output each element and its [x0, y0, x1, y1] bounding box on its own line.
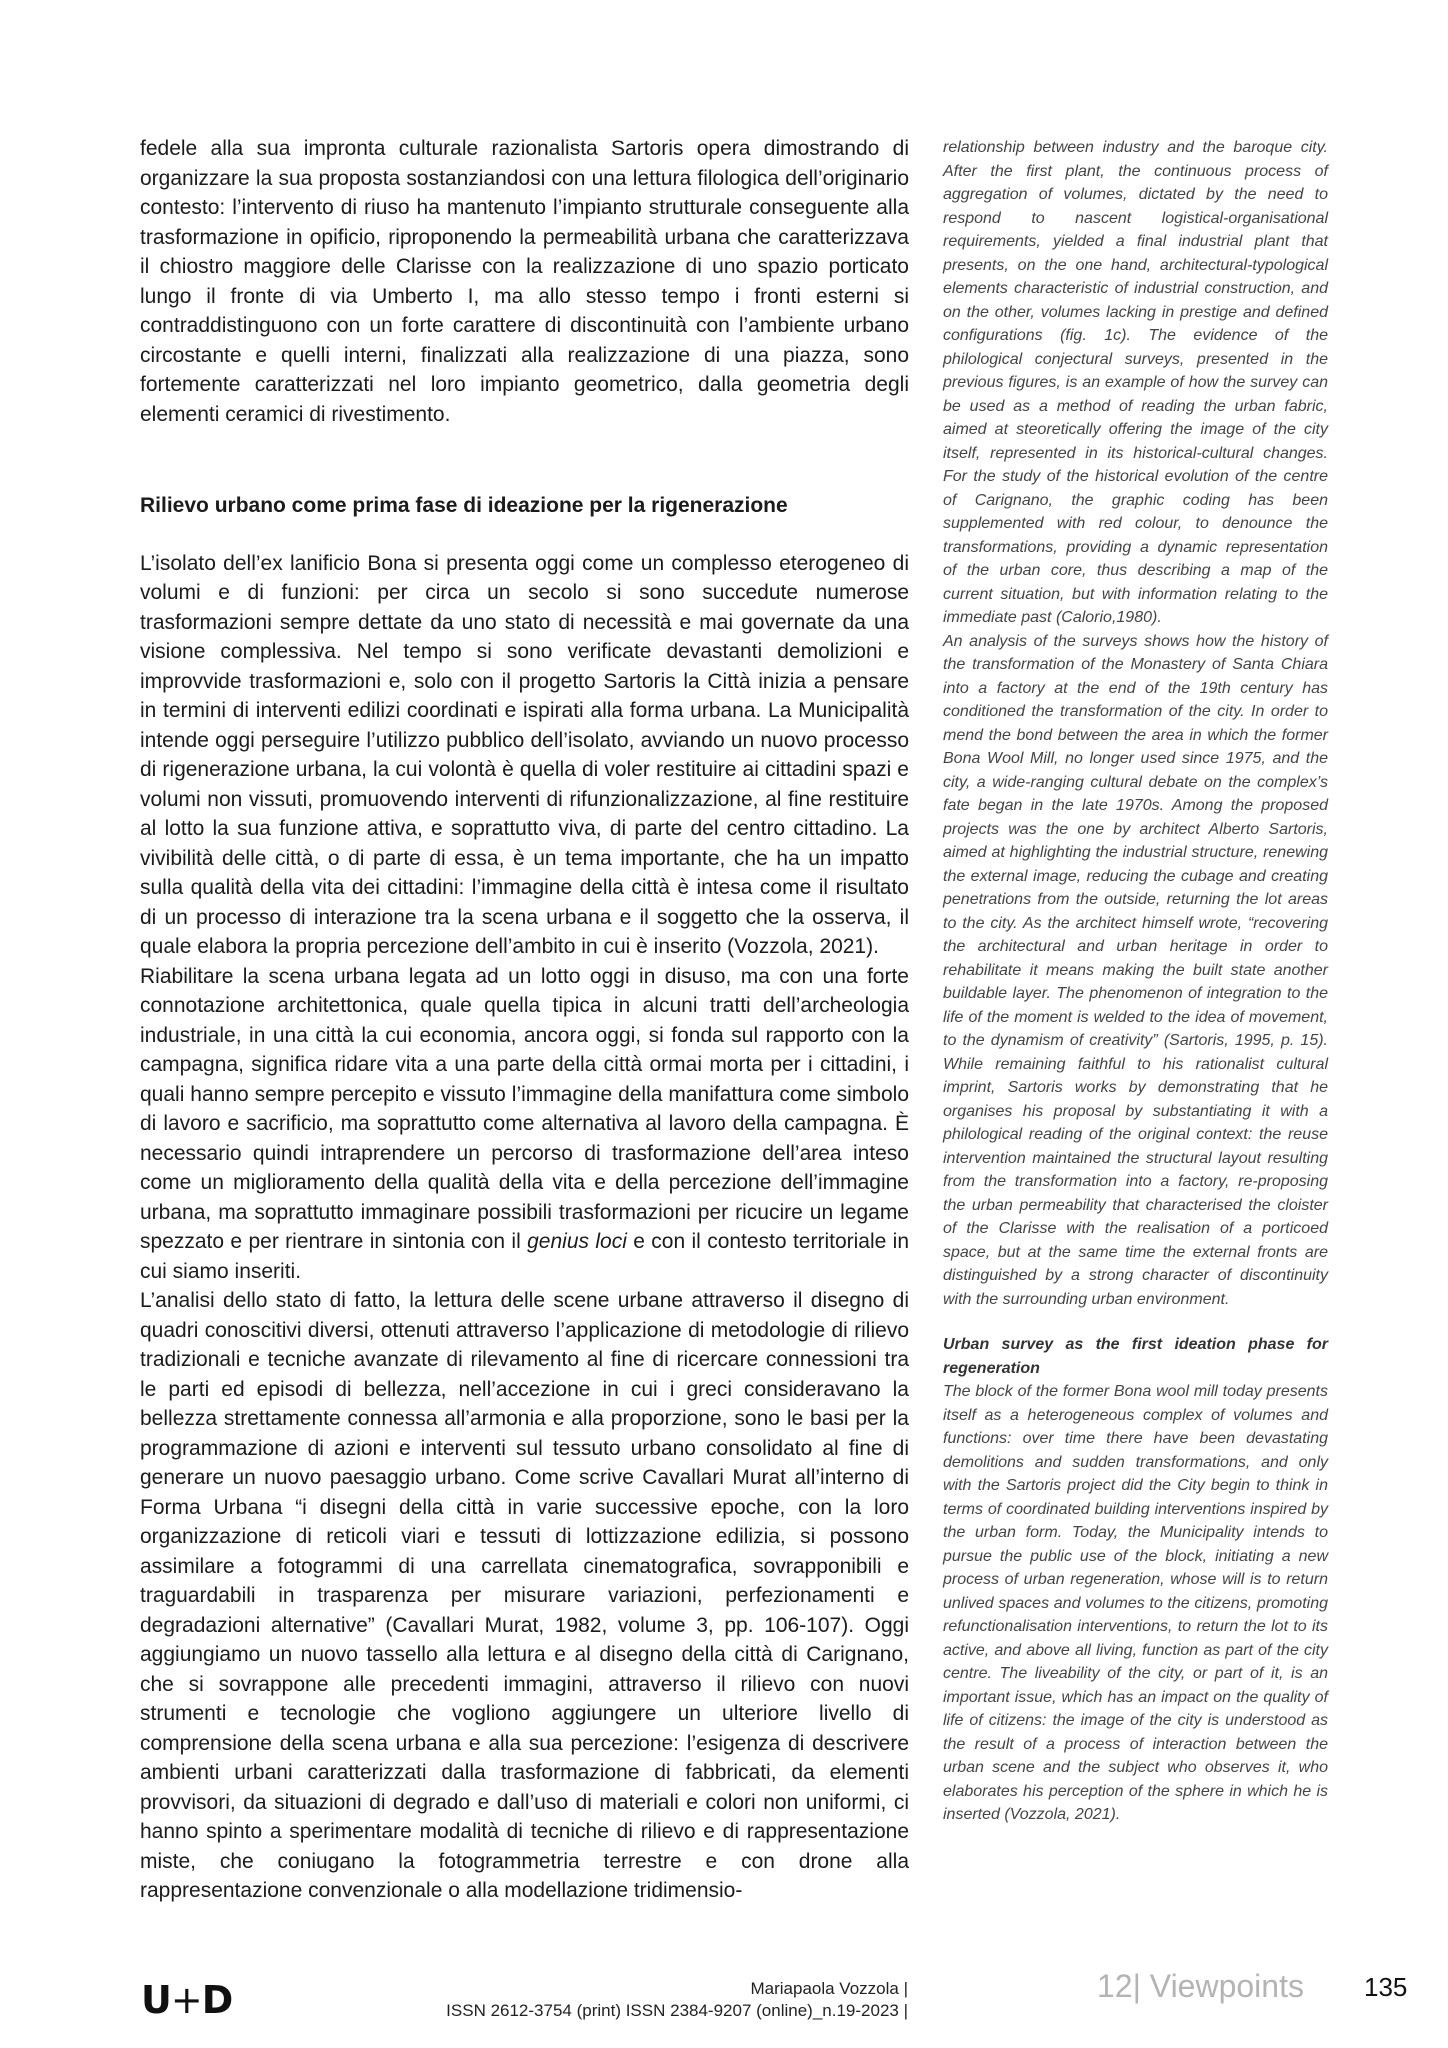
page-number: 135 [1364, 1972, 1408, 2002]
section-heading: Rilievo urbano come prima fase di ideazione per la rigenerazione [140, 494, 788, 517]
footer-info [408, 1978, 908, 2022]
genius-loci-term: genius loci [527, 1230, 627, 1253]
main-paragraph-4: L’analisi dello stato di fatto, la lettura delle scene urbane attraverso il disegno di quadri conoscitivi diversi, ottenuti attraverso l’applicazione di metodologie di rilievo tradizionali e tecniche avanzate di rilevamento al fine di ricercare connessioni tra le parti ed episodi di bellezza, nell’accezione in cui i greci consideravano la bellezza strettamente connessa all’armonia e alla proporzione, sono le basi per la programmazione di azioni e interventi sul tessuto urbano consolidato al fine di generare un nuovo paesaggio urbano. Come scrive Cavallari Murat all’interno di Forma Urbana “i disegni della città in varie successive epoche, con la loro organizzazione di reticoli viari e tessuti di lottizzazione edilizia, si possono assimilare a fotogrammi di una carrellata cinematografica, sovrapponibili e traguardabili in trasparenza per misurare variazioni, perfezionamenti e degradazioni alternative” (Cavallari Murat, 1982, volume 3, pp. 106-107). Oggi aggiungiamo un nuovo tassello alla lettura e al disegno della città di Carignano, che si sovrappone alle precedenti immagini, attraverso il rilievo con nuovi strumenti e tecnologie che vogliono aggiungere un ulteriore livello di comprensione della scena urbana e alla sua percezione: l’esigenza di descrivere ambienti urbani caratterizzati dalla trasformazione di fabbricati, da elementi provvisori, da situazioni di degrado e dall’uso di materiali e colori non uniformi, ci hanno spinto a sperimentare modalità di tecniche di rilievo e di rappresentazione miste, che coniugano la fotogrammetria terrestre e con drone alla rappresentazione convenzionale o alla modellazione tridimensio- [140, 1289, 909, 1902]
journal-logo [141, 1978, 232, 2022]
side-section-heading: Urban survey as the first ideation phase for regeneration [943, 1336, 1328, 1377]
footer-issn: ISSN 2612-3754 (print) ISSN 2384-9207 (online)_n.19-2023 | [446, 2001, 908, 2020]
logo-u: U [141, 1978, 171, 2022]
logo-d: D [201, 1978, 233, 2022]
english-translation-column [943, 136, 1328, 1827]
main-column [140, 134, 909, 1906]
side-paragraph-1: relationship between industry and the baroque city. After the first plant, the continuous process of aggregation of volumes, dictated by the need to respond to nascent logistical-organisational requirements, yielded a final industrial plant that presents, on the one hand, architectural-typological elements characteristic of industrial construction, and on the other, volumes lacking in prestige and defined configurations (fig. 1c). The evidence of the philological conjectural surveys, presented in the previous figures, is an example of how the survey can be used as a method of reading the urban fabric, aimed at steoretically offering the image of the city itself, represented in its historical-cultural changes. For the study of the historical evolution of the centre of Carignano, the graphic coding has been supplemented with red colour, to denounce the transformations, providing a dynamic representation of the urban core, thus describing a map of the current situation, but with information relating to the immediate past (Calorio,1980). [943, 139, 1328, 626]
main-paragraph-1: fedele alla sua impronta culturale razionalista Sartoris opera dimostrando di organizzare la sua proposta sostanziandosi con una lettura filologica dell’originario contesto: l’intervento di riuso ha mantenuto l’impianto strutturale conseguente alla trasformazione in opificio, riproponendo la permeabilità urbana che caratterizzava il chiostro maggiore delle Clarisse con la realizzazione di uno spazio porticato lungo il fronte di via Umberto I, ma allo stesso tempo i fronti esterni si contraddistinguono con un forte carattere di discontinuità con l’ambiente urbano circostante e quelli interni, finalizzati alla realizzazione di una piazza, sono fortemente caratterizzati nel loro impianto geometrico, dalla geometria degli elementi ceramici di rivestimento. [140, 137, 909, 426]
main-paragraph-2: L’isolato dell’ex lanificio Bona si presenta oggi come un complesso eterogeneo di volumi e di funzioni: per circa un secolo si sono succedute numerose trasformazioni sempre dettate da uno stato di necessità e mai governate da una visione complessiva. Nel tempo si sono verificate devastanti demolizioni e improvvide trasformazioni e, solo con il progetto Sartoris la Città inizia a pensare in termini di interventi edilizi coordinati e ispirati alla forma urbana. La Municipalità intende oggi perseguire l’utilizzo pubblico dell’isolato, avviando un nuovo processo di rigenerazione urbana, la cui volontà è quella di voler restituire ai cittadini spazi e volumi non vissuti, promuovendo interventi di rifunzionalizzazione, al fine restituire al lotto la sua funzione attiva, e soprattutto viva, di parte del centro cittadino. La vivibilità delle città, o di parte di essa, è un tema importante, che ha un impatto sulla qualità della vita dei cittadini: l’immagine della città è intesa come il risultato di un processo di interazione tra la scena urbana e il soggetto che la osserva, il quale elabora la propria percezione dell’ambito in cui è inserito (Vozzola, 2021). [140, 551, 909, 958]
logo-plus: + [170, 1978, 202, 2022]
side-paragraph-3: The block of the former Bona wool mill today presents itself as a heterogeneous complex of volumes and functions: over time there have been devastating demolitions and sudden transformations, and only with the Sartoris project did the City begin to think in terms of coordinated building interventions inspired by the urban form. Today, the Municipality intends to pursue the public use of the block, initiating a new process of urban regeneration, whose will is to return unlived spaces and volumes to the citizens, promoting refunctionalisation interventions, to return the lot to its active, and above all living, function as part of the city centre. The liveability of the city, or part of it, is an important issue, which has an impact on the quality of life of citizens: the image of the city is understood as the result of a process of interaction between the urban scene and the subject who observes it, who elaborates his perception of the sphere in which he is inserted (Vozzola, 2021). [943, 1383, 1328, 1823]
section-label: 12| Viewpoints [1097, 1968, 1304, 2004]
main-paragraph-3-part-a: Riabilitare la scena urbana legata ad un lotto oggi in disuso, ma con una forte connotazione architettonica, quale quella tipica in alcuni tratti dell’archeologia industriale, in una città la cui economia, ancora oggi, si fonda sul rapporto con la campagna, significa ridare vita a una parte della città ormai morta per i cittadini, i quali hanno sempre percepito e vissuto l’immagine della manifattura come simbolo di lavoro e sacrificio, ma soprattutto come alternativa al lavoro della campagna. È necessario quindi intraprendere un percorso di trasformazione dell’area inteso come un miglioramento della qualità della vita e della percezione dell’immagine urbana, ma soprattutto immaginare possibili trasformazioni per ricucire un legame spezzato e per rientrare in sintonia con il [140, 964, 909, 1253]
main-paragraph-3-part-b: e con il contesto territoriale in cui siamo inseriti. [140, 1230, 910, 1283]
main-paragraph-3 [140, 962, 909, 1287]
side-paragraph-2: An analysis of the surveys shows how the history of the transformation of the Monastery of Santa Chiara into a factory at the end of the 19th century has conditioned the transformation of the city. In order to mend the bond between the area in which the former Bona Wool Mill, no longer used since 1975, and the city, a wide-ranging cultural debate on the complex’s fate began in the late 1970s. Among the proposed projects was the one by architect Alberto Sartoris, aimed at highlighting the industrial structure, renewing the external image, reducing the cubage and creating penetrations from the outside, returning the lot areas to the city. As the architect himself wrote, “recovering the architectural and urban heritage in order to rehabilitate it means making the built state another buildable layer. The phenomenon of integration to the life of the moment is welded to the idea of movement, to the dynamism of creativity” (Sartoris, 1995, p. 15). While remaining faithful to his rationalist cultural imprint, Sartoris works by demonstrating that he organises his proposal by substantiating it with a philological reading of the original context: the reuse intervention maintained the structural layout resulting from the transformation into a factory, re-proposing the urban permeability that characterised the cloister of the Clarisse with the realisation of a porticoed space, but at the same time the external fronts are distinguished by a strong character of discontinuity with the surrounding urban environment. [943, 632, 1328, 1308]
footer-author: Mariapaola Vozzola | [750, 1979, 908, 1998]
